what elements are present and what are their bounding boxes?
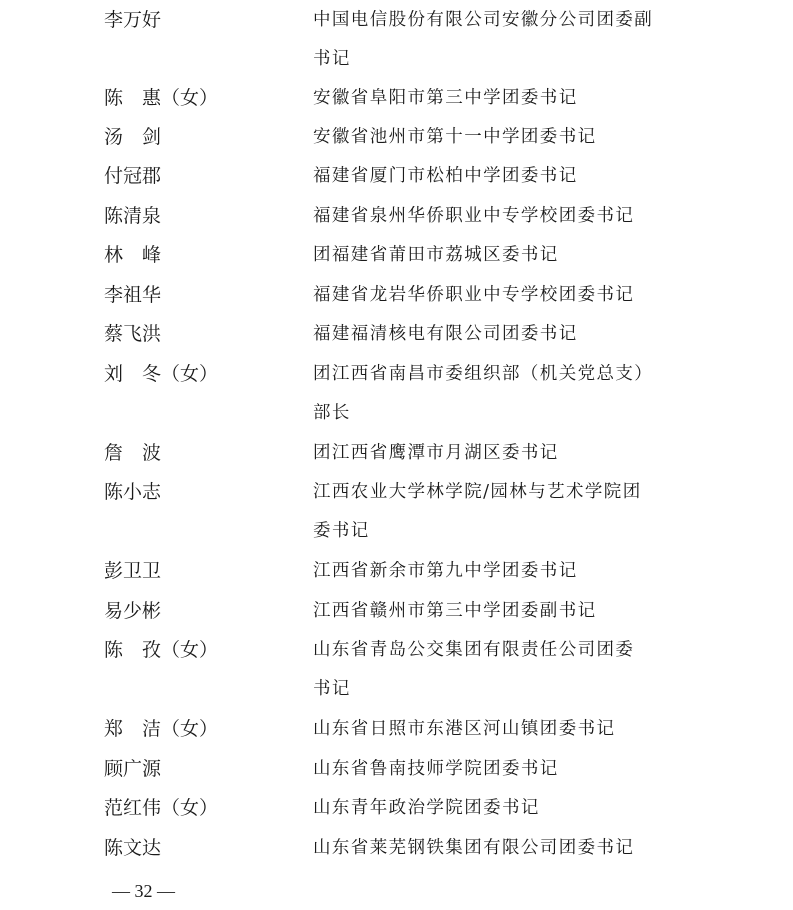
person-name: 林 峰	[104, 244, 162, 266]
person-name: 付冠郡	[104, 165, 162, 187]
person-name: 陈小志	[104, 481, 162, 503]
person-name: 陈文达	[104, 837, 162, 859]
organization-title: 山东省日照市东港区河山镇团委书记	[313, 719, 616, 739]
person-name: 蔡飞洪	[104, 323, 162, 345]
person-name: 范红伟（女）	[104, 797, 219, 819]
organization-title: 江西省新余市第九中学团委书记	[313, 561, 578, 581]
organization-title: 团江西省南昌市委组织部（机关党总支） 部长	[313, 364, 654, 423]
organization-title: 安徽省阜阳市第三中学团委书记	[313, 88, 578, 108]
page-number: — 32 —	[112, 881, 175, 901]
organization-title: 江西农业大学林学院/园林与艺术学院团 委书记	[313, 482, 642, 541]
organization-title: 福建省厦门市松柏中学团委书记	[313, 166, 578, 186]
organization-title: 山东省青岛公交集团有限责任公司团委 书记	[313, 640, 635, 699]
organization-title: 山东青年政治学院团委书记	[313, 798, 540, 818]
organization-title: 山东省莱芜钢铁集团有限公司团委书记	[313, 838, 635, 858]
person-name: 彭卫卫	[104, 560, 162, 582]
person-name: 陈清泉	[104, 205, 162, 227]
organization-title: 福建省龙岩华侨职业中专学校团委书记	[313, 285, 635, 305]
person-name: 刘 冬（女）	[104, 363, 219, 385]
person-name: 李祖华	[104, 284, 162, 306]
person-name: 陈 惠（女）	[104, 87, 219, 109]
organization-title: 团江西省鹰潭市月湖区委书记	[313, 443, 559, 463]
organization-title: 山东省鲁南技师学院团委书记	[313, 759, 559, 779]
organization-title: 江西省赣州市第三中学团委副书记	[313, 601, 597, 621]
organization-title: 团福建省莆田市荔城区委书记	[313, 245, 559, 265]
organization-title: 福建省泉州华侨职业中专学校团委书记	[313, 206, 635, 226]
person-name: 顾广源	[104, 758, 162, 780]
person-name: 郑 洁（女）	[104, 718, 219, 740]
person-name: 陈 孜（女）	[104, 639, 219, 661]
organization-title: 中国电信股份有限公司安徽分公司团委副 书记	[313, 10, 654, 69]
person-name: 汤 剑	[104, 126, 162, 148]
organization-title: 福建福清核电有限公司团委书记	[313, 324, 578, 344]
person-name: 詹 波	[104, 442, 162, 464]
organization-title: 安徽省池州市第十一中学团委书记	[313, 127, 597, 147]
person-name: 李万好	[104, 9, 162, 31]
person-name: 易少彬	[104, 600, 162, 622]
